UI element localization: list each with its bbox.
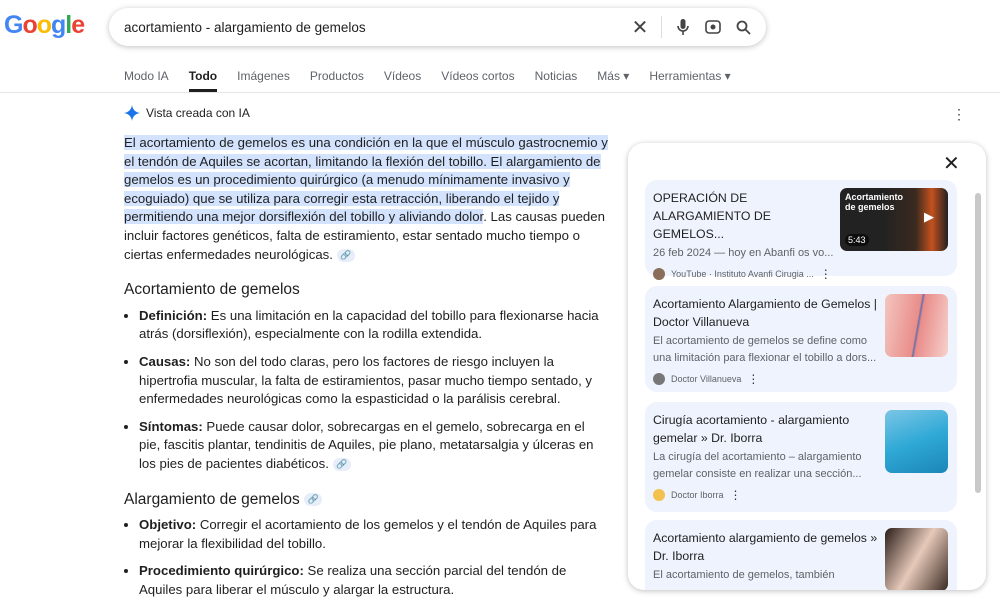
highlighted-text: El acortamiento de gemelos es una condición en la que el músculo gastrocnemio y el tendón de Aquiles se acortan, limitando la flexión del tobillo. El alargamiento de gemelos es un procedimiento quirúrgico (a menudo mínimamente invasivo y ecoguiado) que se utiliza para corregir esta retracción, liberando el tejido y permitiendo una mejor dorsiflexión del tobillo y aliviando dolor (124, 135, 608, 225)
tab-imagenes[interactable]: Imágenes (237, 69, 290, 83)
ai-overview-header (124, 105, 250, 121)
search-box[interactable] (109, 8, 766, 46)
source-favicon (653, 489, 665, 501)
video-thumbnail[interactable] (840, 188, 948, 251)
source-title[interactable]: OPERACIÓN DE ALARGAMIENTO DE GEMELOS... (653, 191, 771, 241)
divider (0, 92, 1000, 93)
source-thumbnail (885, 410, 948, 473)
play-icon[interactable]: ▶ (924, 209, 934, 224)
source-card[interactable] (645, 520, 957, 590)
close-icon[interactable]: ✕ (943, 153, 960, 175)
intro-paragraph: El acortamiento de gemelos es una condición en la que el músculo gastrocnemio y el tendón de Aquiles se acortan, limitando la flexión del tobillo. El alargamiento de gemelos es un procedimiento quirúrgico (a menudo mínimamente invasivo y ecoguiado) que se utiliza para corregir esta retracción, liberando el tejido y permitiendo una mejor dorsiflexión del tobillo y aliviando dolor. Las causas pueden incluir factores genéticos, falta de estiramiento, estar sentado mucho tiempo o ciertas enfermedades neurológicas. 🔗 (124, 135, 608, 262)
tab-modo-ia[interactable]: Modo IA (124, 69, 169, 83)
source-title[interactable]: Acortamiento alargamiento de gemelos » Dr. Iborra (653, 531, 878, 563)
more-options-icon[interactable]: ⋮ (729, 488, 742, 502)
camera-lens-icon[interactable] (698, 12, 728, 42)
source-title[interactable]: Cirugía acortamiento - alargamiento gemelar » Dr. Iborra (653, 413, 850, 445)
tab-herramientas[interactable]: Herramientas ▾ (649, 69, 731, 83)
source-card[interactable]: Cirugía acortamiento - alargamiento gemelar » Dr. Iborra La cirugía del acortamiento – alargamiento gemelar consiste en realizar una sección... Doctor Iborra ⋮ (645, 402, 957, 512)
source-favicon (653, 268, 665, 280)
tab-videos[interactable]: Vídeos (383, 69, 422, 83)
list-item: • Procedimiento quirúrgico: Se realiza una sección parcial del tendón de Aquiles para liberar el músculo y alargar la estructura. (139, 562, 608, 599)
source-title[interactable]: Acortamiento Alargamiento de Gemelos | Doctor Villanueva (653, 297, 877, 329)
thumbnail-caption: Acortamiento de gemelos (845, 192, 904, 212)
gemini-sparkle-icon (124, 105, 140, 121)
google-logo[interactable]: Google (4, 11, 85, 39)
sources-panel (628, 143, 986, 590)
source-snippet: El acortamiento de gemelos, también (653, 569, 835, 581)
link-icon[interactable]: 🔗 (333, 458, 351, 471)
tab-productos[interactable]: Productos (309, 69, 364, 83)
more-options-icon[interactable]: ⋮ (747, 372, 760, 386)
source-snippet: El acortamiento de gemelos se define como una limitación para flexionar el tobillo a dors... (653, 335, 877, 364)
section-heading: Alargamiento de gemelos 🔗 (124, 491, 608, 510)
list-item: • Síntomas: Puede causar dolor, sobrecargas en el gemelo, sobrecarga en el pie, fascitis plantar, tendinitis de Aquiles, pie plano, metatarsalgia y úlceras en los pies de pacientes diabéticos. 🔗 (139, 418, 608, 474)
section-heading: Acortamiento de gemelos (124, 281, 300, 299)
link-icon[interactable]: 🔗 (337, 249, 355, 262)
link-icon[interactable]: 🔗 (304, 493, 322, 506)
tab-mas[interactable]: Más ▾ (597, 69, 630, 83)
source-snippet: 26 feb 2024 — hoy en Abanfi os vo... (653, 247, 833, 259)
tab-noticias[interactable]: Noticias (534, 69, 578, 83)
source-snippet: La cirugía del acortamiento – alargamiento gemelar consiste en realizar una sección... (653, 451, 862, 480)
source-thumbnail (885, 294, 948, 357)
source-favicon (653, 373, 665, 385)
source-card[interactable]: Acortamiento Alargamiento de Gemelos | Doctor Villanueva El acortamiento de gemelos se define como una limitación para flexionar el tobillo a dors... Doctor Villanueva ⋮ (645, 286, 957, 392)
more-options-icon[interactable]: ⋮ (952, 106, 966, 122)
tab-todo[interactable]: Todo (189, 62, 217, 92)
more-options-icon[interactable]: ⋮ (819, 267, 832, 281)
clear-icon[interactable]: ✕ (631, 16, 649, 39)
list-item: • Definición: Es una limitación en la capacidad del tobillo para flexionarse hacia atrás (dorsiflexión), especialmente con la rodilla extendida. (139, 307, 608, 344)
source-thumbnail (885, 528, 948, 590)
tab-videos-cortos[interactable]: Vídeos cortos (441, 69, 515, 83)
list-item: • Causas: No son del todo claras, pero los factores de riesgo incluyen la hipertrofia muscular, la falta de estiramientos, pasar mucho tiempo sentado, y enfermedades neurológicas como la espasticidad o la parálisis cerebral. (139, 353, 608, 409)
source-card[interactable]: OPERACIÓN DE ALARGAMIENTO DE GEMELOS... 26 feb 2024 — hoy en Abanfi os vo... YouTube · Instituto Avanfi Cirugia ... ⋮ Acortamiento de gemelos ▶ 5:43 (645, 180, 957, 276)
divider (661, 16, 662, 38)
ai-overview-title: Vista creada con IA (146, 106, 250, 120)
search-icon[interactable] (728, 12, 758, 42)
search-input[interactable]: acortamiento - alargamiento de gemelos (124, 19, 366, 35)
list-item: • Objetivo: Corregir el acortamiento de los gemelos y el tendón de Aquiles para mejorar la flexibilidad del tobillo. (139, 516, 608, 553)
ai-overview-content (124, 134, 608, 608)
search-tabs (124, 62, 751, 92)
microphone-icon[interactable] (668, 12, 698, 42)
video-duration: 5:43 (845, 234, 869, 246)
scrollbar[interactable] (975, 193, 981, 493)
